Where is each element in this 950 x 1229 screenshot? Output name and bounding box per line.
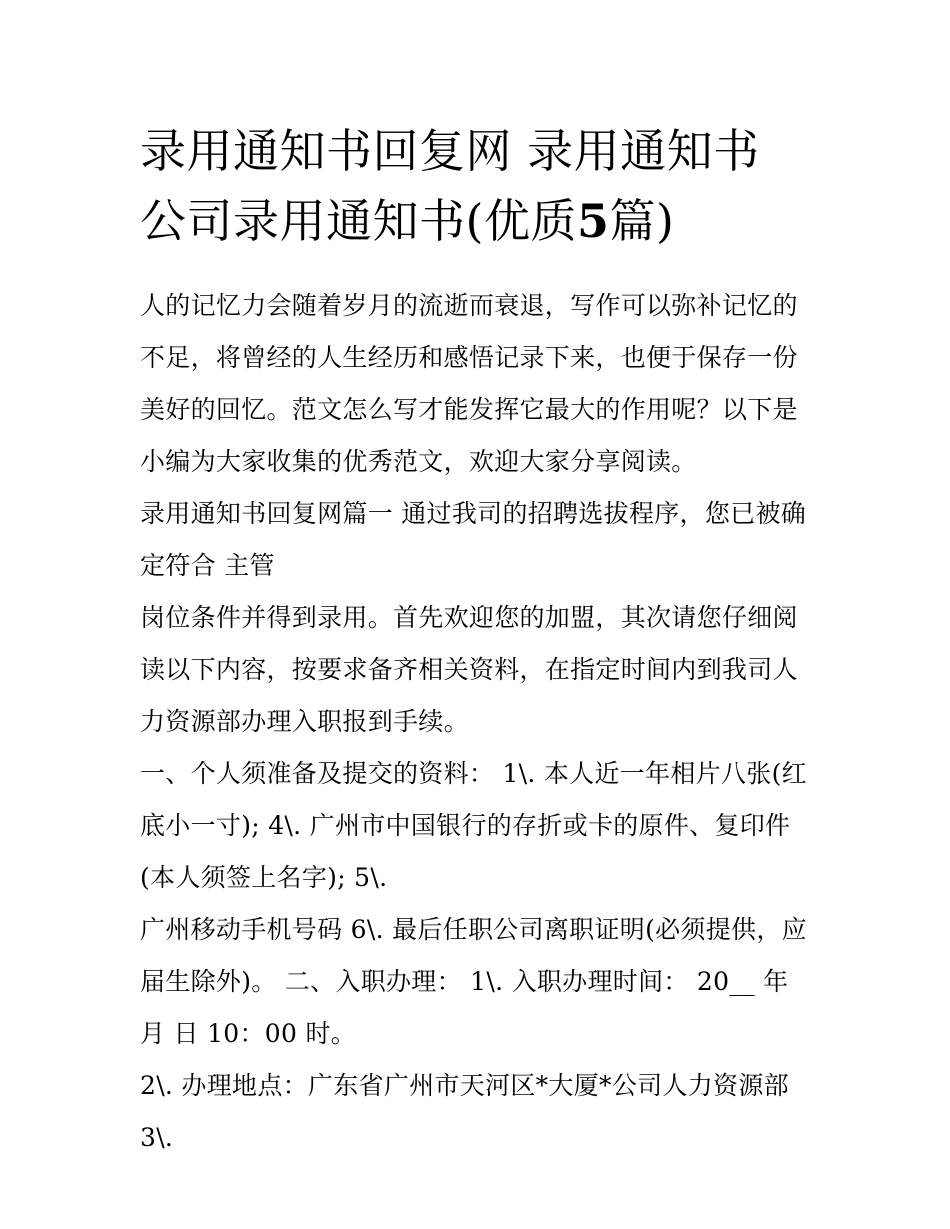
title-line-2-number: 5 <box>576 194 610 248</box>
paragraph-welcome: 岗位条件并得到录用。首先欢迎您的加盟，其次请您仔细阅读以下内容，按要求备齐相关资料，在指定时间内到我司人力资源部办理入职报到手续。 <box>140 603 798 736</box>
title-line-2b: 篇) <box>609 194 675 248</box>
document-title <box>140 116 820 256</box>
document-page <box>140 116 820 1164</box>
paragraph-materials: 一、个人须准备及提交的资料： 1\. 本人近一年相片八张(红底小一寸); 4\. 广州市中国银行的存折或卡的原件、复印件(本人须签上名字); 5\. <box>140 759 807 892</box>
paragraph-letter-opening: 录用通知书回复网篇一 通过我司的招聘选拔程序，您已被确定符合 主管 <box>140 499 807 580</box>
paragraph-onboarding: 广州移动手机号码 6\. 最后任职公司离职证明(必须提供，应届生除外)。 二、入职办理： 1\. 入职办理时间： 20__ 年 月 日 10：00 时。 <box>140 915 807 1048</box>
paragraph-location: 2\. 办理地点：广东省广州市天河区*大厦*公司人力资源部 3\. <box>140 1071 789 1152</box>
title-line-2a: 公司录用通知书(优质 <box>140 194 577 248</box>
paragraph-intro: 人的记忆力会随着岁月的流逝而衰退，写作可以弥补记忆的不足，将曾经的人生经历和感悟记录下来，也便于保存一份美好的回忆。范文怎么写才能发挥它最大的作用呢？以下是小编为大家收集的优秀范文，欢迎大家分享阅读。 <box>140 291 798 476</box>
title-line-1: 录用通知书回复网 录用通知书 <box>140 124 760 178</box>
document-body <box>140 280 820 1164</box>
